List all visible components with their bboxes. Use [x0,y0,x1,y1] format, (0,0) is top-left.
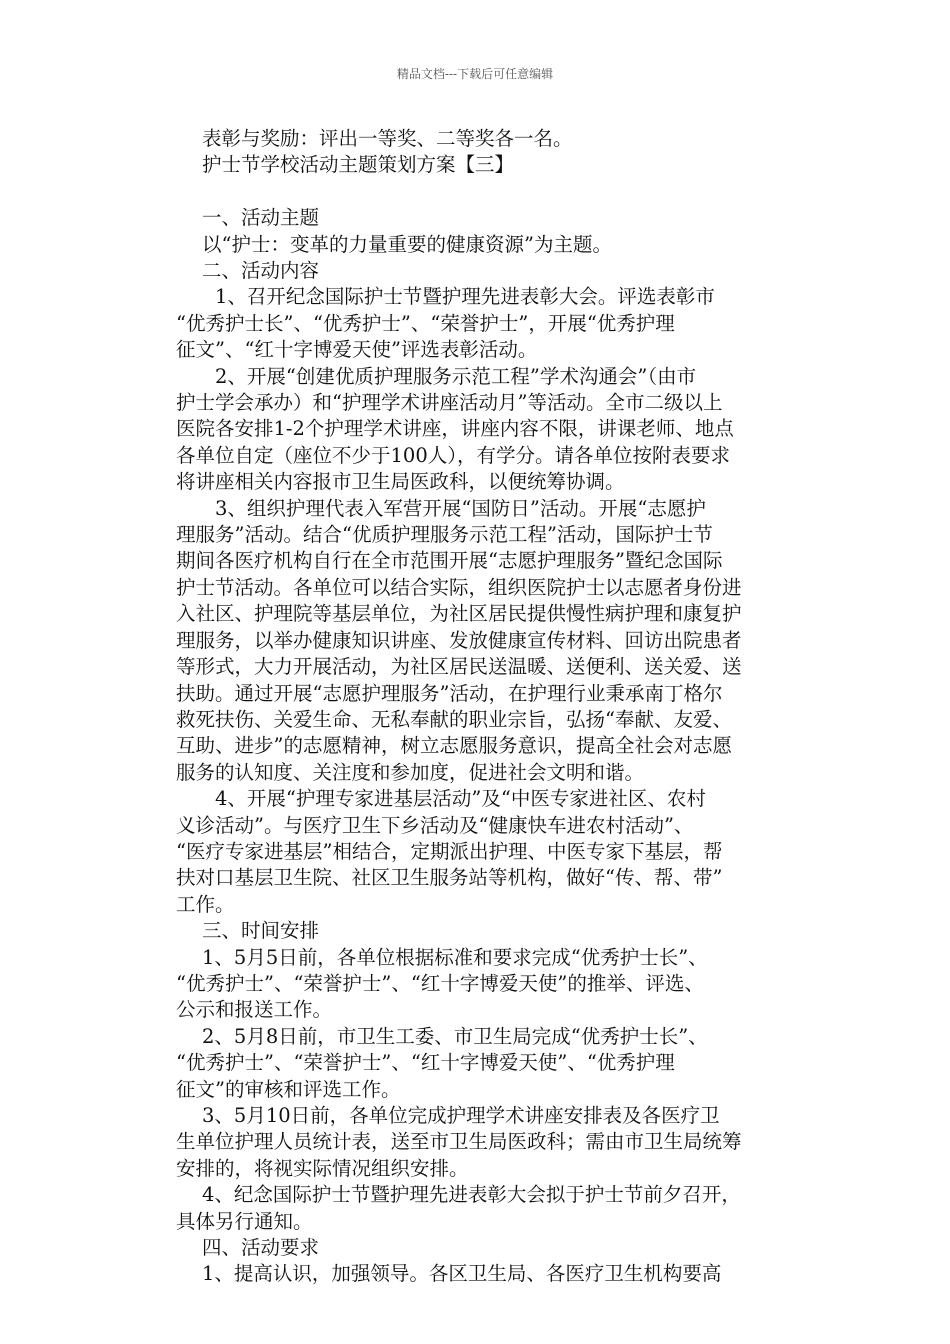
text-line: 1、召开纪念国际护士节暨护理先进表彰大会。评选表彰市 [215,285,715,309]
text-line: 1、提高认识，加强领导。各区卫生局、各医疗卫生机构要高 [202,1262,722,1286]
text-line: 理服务”活动。结合“优质护理服务示范工程”活动，国际护士节 [176,523,713,547]
text-line: 征文”的审核和评选工作。 [176,1077,401,1101]
text-line: “优秀护士长”、“优秀护士”、“荣誉护士”，开展“优秀护理 [176,311,675,335]
text-line: 3、5月10日前，各单位完成护理学术讲座安排表及各医疗卫 [202,1104,720,1128]
text-line: 护士学会承办）和“护理学术讲座活动月”等活动。全市二级以上 [176,391,723,415]
text-line: 三、时间安排 [202,919,320,943]
text-line: 二、活动内容 [202,259,320,283]
text-line: “医疗专家进基层”相结合，定期派出护理、中医专家下基层，帮 [176,839,723,863]
blank-line [176,179,828,205]
text-line: 安排的，将视实际情况组织安排。 [176,1156,469,1180]
text-line: 扶对口基层卫生院、社区卫生服务站等机构，做好“传、帮、带” [176,866,723,890]
text-line: 生单位护理人员统计表，送至市卫生局医政科；需由市卫生局统筹 [176,1130,742,1154]
text-line: 护士节活动。各单位可以结合实际，组织医院护士以志愿者身份进 [176,575,742,599]
text-line: 具体另行通知。 [176,1209,313,1233]
text-line: 义诊活动”。与医疗卫生下乡活动及“健康快车进农村活动”、 [176,813,694,837]
text-line: 医院各安排1-2个护理学术讲座，讲座内容不限，讲课老师、地点 [176,417,734,441]
text-line: 救死扶伤、关爱生命、无私奉献的职业宗旨，弘扬“奉献、友爱、 [176,707,732,731]
text-line: 表彰与奖励：评出一等奖、二等奖各一名。 [202,127,573,150]
text-line: 扶助。通过开展“志愿护理服务”活动，在护理行业秉承南丁格尔 [176,681,723,705]
text-line: 将讲座相关内容报市卫生局医政科，以便统筹协调。 [176,470,625,494]
page-header: 精品文档---下载后可任意编辑 [396,67,554,81]
text-line: 工作。 [176,892,235,916]
text-line: 四、活动要求 [202,1236,320,1260]
text-line: 理服务，以举办健康知识讲座、发放健康宣传材料、回访出院患者 [176,628,742,652]
text-line: “优秀护士”、“荣誉护士”、“红十字博爱天使”的推举、评选、 [176,971,704,995]
text-line: 公示和报送工作。 [176,998,333,1022]
text-line: 期间各医疗机构自行在全市范围开展“志愿护理服务”暨纪念国际 [176,549,723,573]
text-line: 等形式，大力开展活动，为社区居民送温暖、送便利、送关爱、送 [176,655,742,679]
text-line: 互助、进步”的志愿精神，树立志愿服务意识，提高全社会对志愿 [176,734,732,758]
text-line: 服务的认知度、关注度和参加度，促进社会文明和谐。 [176,760,645,784]
text-line: “优秀护士”、“荣誉护士”、“红十字博爱天使”、“优秀护理 [176,1051,675,1075]
text-line: 1、5月5日前，各单位根据标准和要求完成“优秀护士长”、 [202,945,708,969]
text-line: 2、开展“创建优质护理服务示范工程”学术沟通会”（由市 [215,364,697,388]
text-line: 4、纪念国际护士节暨护理先进表彰大会拟于护士节前夕召开， [202,1183,741,1207]
text-line: 3、组织护理代表入军营开展“国防日”活动。开展“志愿护 [215,496,706,520]
text-line: 一、活动主题 [202,206,320,230]
text-line: 各单位自定（座位不少于100人），有学分。请各单位按附表要求 [176,443,730,467]
text-line: 2、5月8日前，市卫生工委、市卫生局完成“优秀护士长”、 [202,1024,708,1048]
text-line: 征文”、“红十字博爱天使”评选表彰活动。 [176,338,538,362]
text-line: 以“护士：变革的力量重要的健康资源”为主题。 [202,232,612,256]
document-body [176,126,828,1288]
text-line: 入社区、护理院等基层单位，为社区居民提供慢性病护理和康复护 [176,602,742,626]
text-line: 4、开展“护理专家进基层活动”及“中医专家进社区、农村 [215,787,706,811]
text-line: 护士节学校活动主题策划方案【三】 [202,153,515,177]
